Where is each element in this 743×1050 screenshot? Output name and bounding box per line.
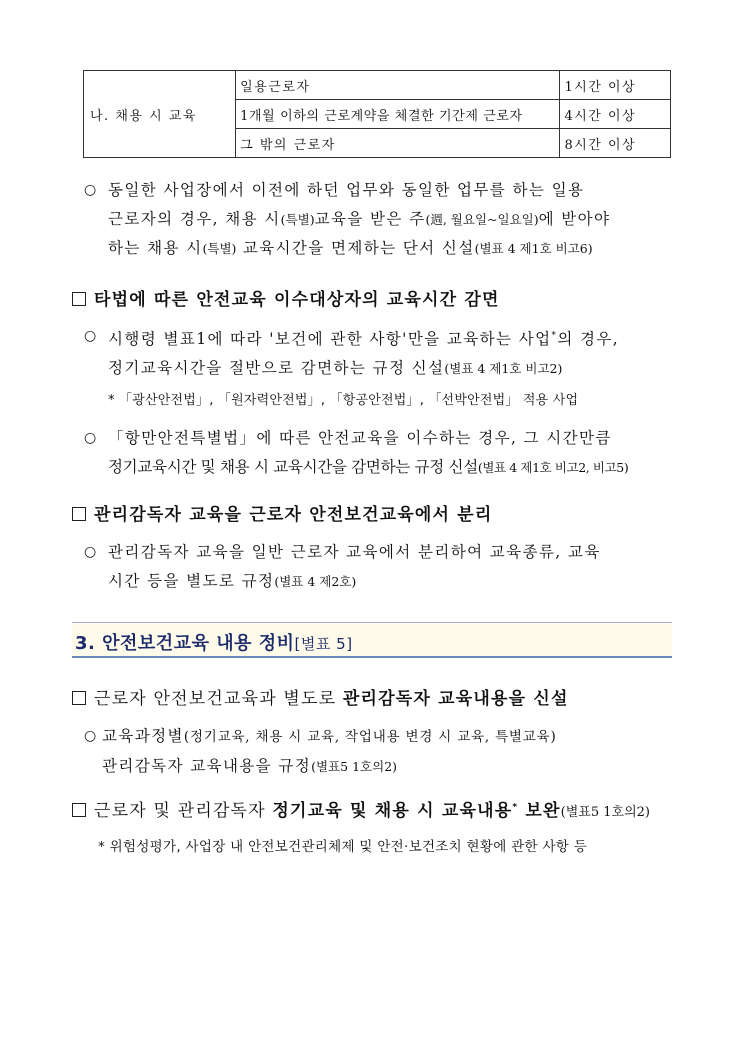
hours-cell: 8시간 이상 [560,129,671,158]
training-hours-table [83,70,671,158]
text-line: 「항만안전특별법」에 따른 안전교육을 이수하는 경우, 그 시간만큼 [108,429,612,447]
section-title [75,629,353,655]
section-heading [72,500,493,525]
bullet-paragraph [84,322,674,383]
text-segment: 에 받아야 [538,210,611,228]
paragraph-body [108,322,674,383]
text-segment: (특별) [202,241,237,256]
bullet-paragraph [84,722,674,781]
heading-reference: (별표5 1호의2) [560,805,650,820]
bullet-circle: ○ [84,728,98,744]
section-heading [72,684,569,709]
text-segment: (별표5 1호의2) [311,759,398,774]
heading-text-bold: 보완 [518,801,561,821]
bullet-paragraph [84,538,674,596]
text-segment: 정기교육시간을 절반으로 감면하는 규정 신설 [108,359,445,378]
bullet-circle: ○ [84,544,98,560]
text-segment: 의 경우, [557,330,620,349]
heading-text-bold: 정기교육 및 채용 시 교육내용 [272,801,513,821]
bullet-paragraph [84,176,674,263]
paragraph-body [108,424,674,482]
bullet-circle: ○ [84,430,98,446]
text-segment: (정기교육, 채용 시 교육, 작업내용 변경 시 교육, 특별교육) [183,729,557,745]
paragraph-body [108,176,674,263]
text-segment: (별표 4 제1호 비고2, 비고5) [477,460,629,475]
heading-text: 관리감독자 교육을 근로자 안전보건교육에서 분리 [94,505,493,525]
hours-cell: 4시간 이상 [560,100,671,129]
text-segment: 시행령 별표1에 따라 '보건에 관한 사항'만을 교육하는 사업 [108,330,552,349]
heading-text-bold: 관리감독자 교육내용을 신설 [342,689,569,709]
heading-text: 근로자 및 관리감독자 [94,801,273,821]
bullet-circle: ○ [84,328,98,344]
table-row [84,71,671,100]
text-segment: (週, 월요일~일요일) [425,212,539,227]
footnote: * 위험성평가, 사업장 내 안전보건관리체제 및 안전·보건조치 현황에 관한 사항 등 [98,839,588,855]
text-segment: 관리감독자 교육내용을 규정 [102,757,312,775]
checkbox-square-icon [72,507,86,521]
bullet-paragraph [84,424,674,482]
checkbox-square-icon [72,803,86,817]
worker-cell: 그 밖의 근로자 [236,129,560,158]
text-segment: 하는 채용 시 [108,239,203,257]
hours-cell: 1시간 이상 [560,71,671,100]
worker-cell: 1개월 이하의 근로계약을 체결한 기간제 근로자 [236,100,560,129]
worker-cell: 일용근로자 [236,71,560,100]
text-segment: (별표 4 제2호) [274,574,357,589]
text-segment: 교육시간을 면제하는 단서 신설 [236,239,475,257]
section-heading [72,796,650,821]
text-segment: 정기교육시간 및 채용 시 교육시간을 감면하는 규정 신설 [108,458,478,476]
checkbox-square-icon [72,292,86,306]
text-segment: (별표 4 제1호 비고2) [444,361,563,377]
heading-text: 타법에 따른 안전교육 이수대상자의 교육시간 감면 [94,290,500,310]
bullet-circle: ○ [84,182,98,198]
paragraph-body [102,722,674,781]
text-line: 동일한 사업장에서 이전에 하던 업무와 동일한 업무를 하는 일용 [108,181,585,199]
text-line: 관리감독자 교육을 일반 근로자 교육에서 분리하여 교육종류, 교육 [108,543,601,561]
section-title-text: 3. 안전보건교육 내용 정비 [75,633,295,654]
text-segment: 근로자의 경우, 채용 시 [108,210,281,228]
text-segment: 시간 등을 별도로 규정 [108,572,275,590]
section-heading [72,285,500,310]
text-segment: 교육을 받은 주 [314,210,426,228]
footnote-mark: * [551,331,558,341]
section-title-tag: [별표 5] [294,635,353,653]
paragraph-body [108,538,674,596]
category-cell: 나. 채용 시 교육 [84,71,236,158]
footnote-mark: * [512,802,519,813]
text-segment: (별표 4 제1호 비고6) [474,241,593,256]
heading-text: 근로자 안전보건교육과 별도로 [94,689,343,709]
text-segment: 교육과정별 [102,727,184,745]
footnote: * 「광산안전법」, 「원자력안전법」, 「항공안전법」, 「선박안전법」 적용 사업 [108,393,579,408]
text-segment: (특별) [280,212,315,227]
checkbox-square-icon [72,691,86,705]
